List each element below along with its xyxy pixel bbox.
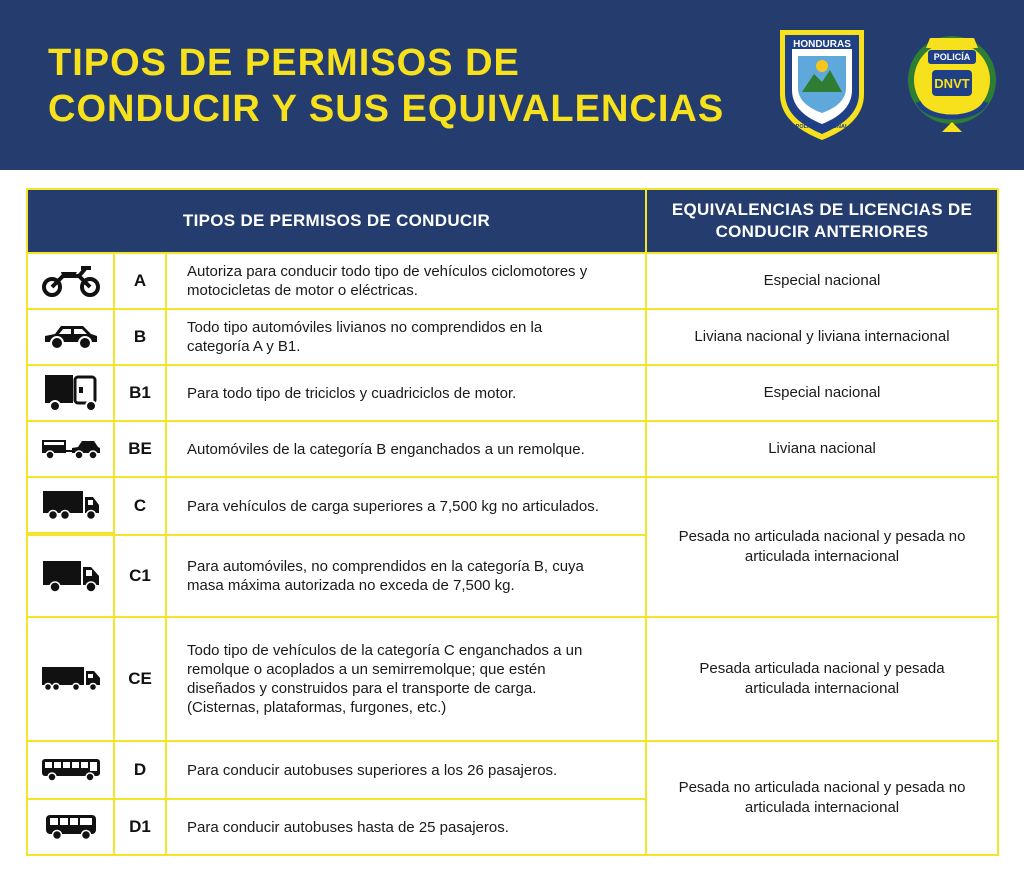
- permit-code-label: A: [133, 271, 147, 290]
- tricycle-icon: [26, 364, 115, 422]
- permit-code: [113, 740, 167, 800]
- permit-code-label: C: [133, 496, 147, 515]
- permit-description: [165, 534, 647, 618]
- permit-description-text: Autoriza para conducir todo tipo de vehículos ciclomotores y motocicletas de motor o eléctricas.: [187, 263, 588, 299]
- permit-code-label: D1: [129, 817, 151, 836]
- permit-code-label: C1: [129, 566, 151, 585]
- equivalence-cell: [645, 740, 999, 856]
- permit-code-label: D: [133, 760, 147, 779]
- permit-description-text: Para conducir autobuses hasta de 25 pasajeros.: [187, 818, 509, 836]
- title-line-1: TIPOS DE PERMISOS DE: [48, 42, 520, 84]
- equivalence-cell: [645, 616, 999, 742]
- permit-code: [113, 616, 167, 742]
- dnvt-badge-icon: [904, 22, 1000, 140]
- equivalence-cell: [645, 476, 999, 618]
- bus-icon: [26, 740, 115, 800]
- permit-code: [113, 476, 167, 536]
- car-icon: [26, 308, 115, 366]
- permit-code: [113, 534, 167, 618]
- equivalence-text: Liviana nacional y liviana internacional: [694, 328, 950, 345]
- badge-left-text-1: HONDURAS: [793, 39, 851, 50]
- equivalence-text: Especial nacional: [763, 384, 881, 401]
- honduras-police-shield-icon: [772, 24, 872, 142]
- permit-description-text: Automóviles de la categoría B enganchados a un remolque.: [187, 440, 585, 458]
- equivalence-text: Pesada no articulada nacional y pesada no articulada internacional: [678, 528, 966, 565]
- minibus-icon: [26, 798, 115, 856]
- permit-code: [113, 798, 167, 856]
- equivalence-text: Liviana nacional: [768, 440, 876, 457]
- permit-description: [165, 740, 647, 800]
- equivalence-cell: [645, 252, 999, 310]
- equivalence-text: Pesada articulada nacional y pesada articulada internacional: [699, 660, 945, 697]
- permit-description: [165, 252, 647, 310]
- badge-right-text-2: DNVT: [934, 76, 970, 91]
- car-trailer-icon: [26, 420, 115, 478]
- equivalence-text: Especial nacional: [763, 272, 881, 289]
- permit-description: [165, 616, 647, 742]
- permit-description-text: Todo tipo automóviles livianos no comprendidos en la categoría A y B1.: [187, 319, 543, 355]
- permit-description-text: Para todo tipo de triciclos y cuadriciclos de motor.: [187, 384, 517, 402]
- table-header-permit-types-label: TIPOS DE PERMISOS DE CONDUCIR: [182, 211, 491, 230]
- permit-description-text: Para automóviles, no comprendidos en la categoría B, cuya masa máxima autorizada no exceda de 7,500 kg.: [187, 558, 584, 594]
- badge-left-text-2: POLICÍA NACIONAL: [795, 124, 849, 130]
- permit-code: [113, 252, 167, 310]
- table-header-equivalences: [645, 188, 999, 254]
- equivalence-cell: [645, 308, 999, 366]
- page-title: [48, 40, 748, 132]
- license-table: [26, 188, 999, 856]
- permit-description: [165, 798, 647, 856]
- permit-code-label: CE: [128, 669, 152, 688]
- motorcycle-icon: [26, 252, 115, 310]
- permit-code-label: B: [133, 327, 147, 346]
- equivalence-text: Pesada no articulada nacional y pesada no articulada internacional: [678, 779, 966, 816]
- permit-description: [165, 364, 647, 422]
- truck-icon: [26, 476, 115, 534]
- permit-description-text: Todo tipo de vehículos de la categoría C enganchados a un remolque o acoplados a un semirremolque; que estén diseñados y construidos para el transporte de carga. (Cisternas, plataformas, furgones, etc.): [187, 642, 583, 716]
- equivalence-cell: [645, 364, 999, 422]
- header-banner: [0, 0, 1024, 170]
- permit-code: [113, 308, 167, 366]
- permit-description: [165, 420, 647, 478]
- permit-code-label: BE: [128, 439, 152, 458]
- badge-right-text-1: POLICÍA: [933, 52, 971, 62]
- table-header-permit-types: [26, 188, 647, 254]
- permit-description: [165, 308, 647, 366]
- permit-code-label: B1: [129, 383, 151, 402]
- permit-code: [113, 420, 167, 478]
- small-truck-icon: [26, 534, 115, 618]
- equivalence-cell: [645, 420, 999, 478]
- permit-description-text: Para vehículos de carga superiores a 7,500 kg no articulados.: [187, 497, 599, 515]
- permit-description: [165, 476, 647, 536]
- table-header-equivalences-label: EQUIVALENCIAS DE LICENCIAS DE CONDUCIR ANTERIORES: [671, 200, 973, 241]
- title-line-2: CONDUCIR Y SUS EQUIVALENCIAS: [48, 88, 725, 130]
- articulated-truck-icon: [26, 616, 115, 742]
- permit-code: [113, 364, 167, 422]
- permit-description-text: Para conducir autobuses superiores a los 26 pasajeros.: [187, 761, 558, 779]
